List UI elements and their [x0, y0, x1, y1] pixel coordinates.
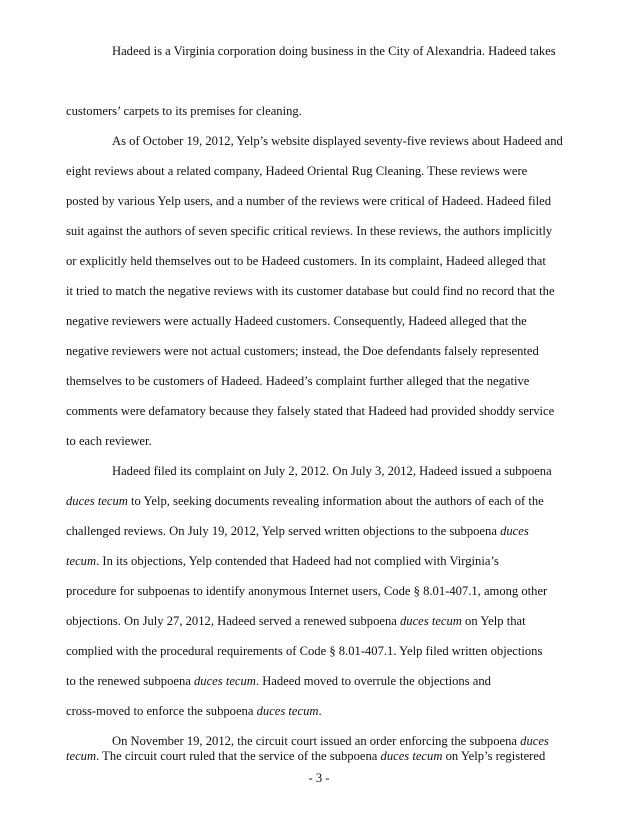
text-segment: cross-moved to enforce the subpoena: [66, 704, 257, 718]
paragraph-2-line-2: eight reviews about a related company, Hadeed Oriental Rug Cleaning. These reviews were: [66, 164, 528, 178]
italic-term: duces tecum: [256, 704, 319, 718]
paragraph-3-line-3: [66, 523, 529, 539]
paragraph-2-line-7: negative reviewers were actually Hadeed customers. Consequently, Hadeed alleged that the: [66, 314, 527, 328]
text-segment: .: [318, 704, 322, 718]
paragraph-3-line-9: [66, 703, 322, 719]
text-segment: . In its objections, Yelp contended that Hadeed had not complied with Virginia’s: [96, 554, 499, 568]
paragraph-2-line-9: themselves to be customers of Hadeed. Hadeed’s complaint further alleged that the negative: [66, 374, 530, 388]
paragraph-2-line-6: it tried to match the negative reviews with its customer database but could find no record that the: [66, 284, 555, 298]
text-segment: On November 19, 2012, the circuit court issued an order enforcing the subpoena: [112, 734, 521, 748]
italic-term: duces tecum: [380, 749, 443, 763]
paragraph-3-line-6: [66, 613, 526, 629]
paragraph-4-line-2: [66, 748, 545, 764]
paragraph-2-line-11: to each reviewer.: [66, 434, 152, 448]
italic-term: tecum: [66, 554, 97, 568]
text-segment: to the renewed subpoena: [66, 674, 194, 688]
paragraph-3-line-7: [66, 643, 542, 659]
text-segment: on Yelp’s registered: [442, 749, 546, 763]
paragraph-3-line-5: [66, 583, 547, 599]
paragraph-3-line-8: [66, 673, 491, 689]
page-number: - 3 -: [308, 771, 330, 785]
paragraph-3-line-2: [66, 493, 544, 509]
text-segment: objections. On July 27, 2012, Hadeed served a renewed subpoena: [66, 614, 400, 628]
italic-term: duces: [520, 734, 549, 748]
paragraph-2-line-3: posted by various Yelp users, and a number of the reviews were critical of Hadeed. Hadeed filed: [66, 194, 552, 208]
text-segment: . Hadeed moved to overrule the objections and: [255, 674, 491, 688]
text-segment: Hadeed filed its complaint on July 2, 2012. On July 3, 2012, Hadeed issued a subpoena: [112, 464, 552, 478]
italic-term: duces tecum: [400, 614, 462, 628]
paragraph-2-line-8: negative reviewers were not actual customers; instead, the Doe defendants falsely represented: [66, 344, 539, 358]
text-segment: on Yelp that: [461, 614, 526, 628]
paragraph-4-line-1: [112, 733, 549, 749]
text-segment: to Yelp, seeking documents revealing information about the authors of each of the: [127, 494, 544, 508]
text-segment: complied with the procedural requirements of Code § 8.01-407.1. Yelp filed written objections: [66, 644, 543, 658]
text-segment: challenged reviews. On July 19, 2012, Yelp served written objections to the subpoena: [66, 524, 501, 538]
italic-term: duces tecum: [66, 494, 128, 508]
paragraph-2-line-4: suit against the authors of seven specific critical reviews. In these reviews, the authors implicitly: [66, 224, 553, 238]
paragraph-3-line-4: [66, 553, 499, 569]
text-segment: . The circuit court ruled that the service of the subpoena: [96, 749, 381, 763]
italic-term: duces: [500, 524, 529, 538]
paragraph-2-line-5: or explicitly held themselves out to be Hadeed customers. In its complaint, Hadeed alleged that: [66, 254, 546, 268]
paragraph-1-line-2: customers’ carpets to its premises for cleaning.: [66, 104, 302, 118]
text-segment: procedure for subpoenas to identify anonymous Internet users, Code § 8.01-407.1, among other: [66, 584, 548, 598]
paragraph-2-line-10: comments were defamatory because they falsely stated that Hadeed had provided shoddy service: [66, 404, 555, 418]
paragraph-1-line-1: Hadeed is a Virginia corporation doing business in the City of Alexandria. Hadeed takes: [112, 44, 556, 58]
paragraph-3-line-1: [112, 463, 552, 479]
italic-term: duces tecum: [194, 674, 256, 688]
paragraph-2-line-1: As of October 19, 2012, Yelp’s website displayed seventy-five reviews about Hadeed and: [112, 134, 563, 148]
italic-term: tecum: [66, 749, 97, 763]
